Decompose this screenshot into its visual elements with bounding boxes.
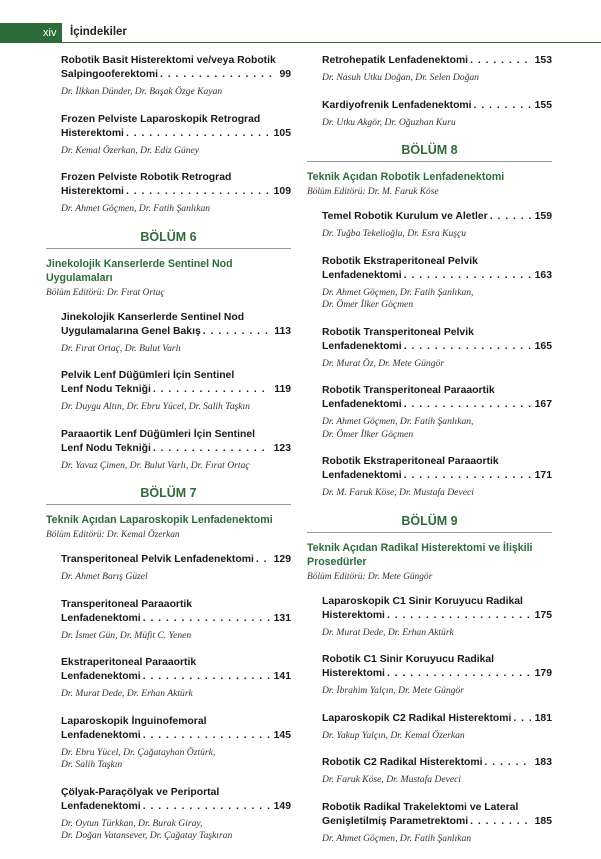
toc-entry[interactable] (61, 54, 291, 99)
page-number: 109 (273, 186, 291, 197)
page-number: 167 (534, 399, 552, 410)
page-number: 155 (534, 99, 552, 111)
entry-title-last-line (61, 325, 291, 339)
entries-top (46, 54, 291, 216)
author-line: Dr. Oytun Türkkan, Dr. Burak Giray, (61, 817, 203, 829)
right-column (307, 54, 552, 859)
section-heading: BÖLÜM 8 (307, 143, 552, 162)
page-number: 105 (273, 127, 291, 139)
page-number: 175 (534, 609, 552, 621)
entry-title (322, 801, 552, 829)
toc-entry[interactable] (322, 712, 552, 743)
entry-title-line: Frozen Pelviste Robotik Retrograd (61, 172, 232, 183)
page-number: 113 (274, 325, 291, 337)
entry-title-text: Salpingooferektomi (61, 69, 158, 80)
entry-authors (322, 117, 552, 130)
entry-title-text: Lenfadenektomi (61, 671, 141, 682)
entry-title (61, 171, 291, 199)
entry-title-last-line (322, 340, 552, 354)
dot-leader (474, 99, 531, 113)
page-number: 185 (534, 815, 552, 827)
entry-authors (61, 688, 291, 701)
entry-title-line: Pelvik Lenf Düğümleri İçin Sentinel (61, 370, 235, 381)
author-line: Dr. İbrahim Yalçın, Dr. Mete Güngör (322, 685, 464, 696)
page-number: 183 (534, 757, 552, 768)
dot-leader (513, 712, 530, 726)
toc-entry[interactable] (322, 653, 552, 698)
section-editor: Bölüm Editörü: Dr. Mete Güngör (307, 571, 433, 582)
entry-title (61, 428, 291, 456)
entry-title-last-line (322, 99, 552, 113)
section-entries (307, 210, 552, 500)
entry-title-last-line (61, 127, 291, 141)
entry-title-text: Kardiyofrenik Lenfadenektomi (322, 99, 472, 111)
entry-title (61, 311, 291, 339)
page-number: 159 (534, 211, 552, 222)
page-number: 171 (534, 470, 552, 481)
section-8 (307, 143, 552, 500)
section-heading: BÖLÜM 6 (46, 230, 291, 249)
entry-authors (61, 203, 291, 216)
author-line: Dr. Ahmet Barış Güzel (61, 571, 148, 582)
entry-authors (322, 416, 552, 441)
author-line: Dr. Nasuh Utku Doğan, Dr. Selen Doğan (322, 72, 479, 83)
entry-authors (61, 145, 291, 158)
dot-leader (126, 185, 270, 199)
entry-title-text: Lenfadenektomi (61, 612, 141, 624)
section-heading: BÖLÜM 9 (307, 514, 552, 533)
author-line: Dr. Faruk Köse, Dr. Mustafa Deveci (322, 774, 462, 785)
entry-title-last-line (61, 612, 291, 626)
dot-leader (387, 609, 531, 623)
toc-entry[interactable] (61, 656, 291, 701)
entry-title-text: Uygulamalarına Genel Bakış (61, 325, 201, 337)
entry-title-last-line (61, 383, 291, 397)
entry-title-line: Paraaortik Lenf Düğümleri İçin Sentinel (61, 428, 256, 440)
entry-title-text: Transperitoneal Pelvik Lenfadenektomi (61, 554, 254, 565)
dot-leader (153, 383, 270, 397)
section-title: Teknik Açıdan Laparoskopik Lenfadenektomi (46, 514, 273, 526)
entry-title-last-line (61, 670, 291, 684)
left-column (46, 54, 291, 857)
entry-title (322, 255, 552, 283)
entry-authors (61, 460, 291, 473)
toc-entry[interactable] (61, 369, 291, 414)
toc-entry[interactable] (322, 384, 552, 441)
author-line: Dr. Ahmet Göçmen, Dr. Fatih Şanlıkan, (322, 416, 474, 427)
toc-entry[interactable] (61, 428, 291, 473)
author-line: Dr. Ahmet Göçmen, Dr. Fatih Şanlıkan (61, 203, 211, 214)
page-number: 141 (273, 671, 291, 682)
toc-entry[interactable] (322, 595, 552, 640)
entry-title-text: Lenf Nodu Tekniği (61, 442, 151, 454)
entry-title-text: Genişletilmiş Parametrektomi (322, 815, 469, 827)
entry-title-line: Transperitoneal Paraaortik (61, 598, 193, 610)
entry-title-text: Histerektomi (322, 609, 385, 621)
entry-title-text: Laparoskopik C2 Radikal Histerektomi (322, 712, 512, 724)
section-editor: Bölüm Editörü: Dr. M. Faruk Köse (307, 187, 439, 197)
entry-title-last-line (61, 553, 291, 567)
entry-title-text: Histerektomi (61, 127, 124, 139)
entry-title (61, 113, 291, 141)
entry-title-text: Lenfadenektomi (322, 399, 402, 410)
entry-title-last-line (322, 667, 552, 681)
section-9 (307, 514, 552, 846)
author-line: Dr. Murat Öz, Dr. Mete Güngör (322, 357, 445, 369)
dot-leader (203, 325, 270, 339)
toc-entry[interactable] (322, 801, 552, 846)
page-number: 99 (279, 69, 291, 80)
dot-leader (404, 269, 531, 283)
entry-authors (322, 833, 552, 846)
section-editor: Bölüm Editörü: Dr. Kemal Özerkan (46, 530, 180, 540)
entry-title-line: Laparoskopik C1 Sinir Koruyucu Radikal (322, 595, 523, 607)
section-entries (46, 553, 291, 843)
dot-leader (470, 815, 531, 829)
author-line: Dr. İsmet Gün, Dr. Müfit C. Yenen (61, 629, 192, 641)
section-6 (46, 230, 291, 473)
toc-entry[interactable] (61, 786, 291, 843)
entry-title-last-line (322, 609, 552, 623)
section-7 (46, 486, 291, 843)
section-heading: BÖLÜM 7 (46, 486, 291, 505)
author-line: Dr. Ömer İlker Göçmen (322, 428, 414, 440)
entry-title-last-line (322, 210, 552, 224)
entry-title-last-line (322, 815, 552, 829)
toc-entry[interactable] (61, 113, 291, 158)
author-line: Dr. Ebru Yücel, Dr. Çağatayhan Öztürk, (61, 746, 216, 758)
entry-title (322, 712, 552, 726)
entry-title (322, 653, 552, 681)
dot-leader (160, 68, 275, 82)
entry-authors (322, 287, 552, 312)
entry-authors (322, 487, 552, 500)
author-line: Dr. Ömer İlker Göçmen (322, 299, 414, 310)
dot-leader (387, 667, 531, 681)
section-editor: Bölüm Editörü: Dr. Fırat Ortaç (46, 287, 165, 298)
entry-title (61, 786, 291, 814)
author-line: Dr. Ahmet Göçmen, Dr. Fatih Şanlıkan (322, 832, 472, 844)
entry-title-text: Histerektomi (322, 668, 385, 679)
dot-leader (404, 340, 531, 354)
dot-leader (153, 442, 270, 456)
author-line: Dr. İlkkan Dünder, Dr. Başak Özge Kayan (61, 86, 223, 97)
toc-entry[interactable] (61, 553, 291, 584)
section-title: Jinekolojik Kanserlerde Sentinel Nod Uygulamaları (46, 257, 233, 284)
entries-top (307, 54, 552, 129)
entry-title-text: Temel Robotik Kurulum ve Aletler (322, 211, 488, 222)
entry-title-line: Robotik Ekstraperitoneal Paraaortik (322, 456, 499, 467)
entry-title (322, 455, 552, 483)
author-line: Dr. Kemal Özerkan, Dr. Ediz Güney (61, 144, 200, 156)
toc-entry[interactable] (61, 715, 291, 772)
page-number: 163 (534, 269, 552, 281)
entry-title-last-line (61, 729, 291, 743)
entry-title (61, 54, 291, 82)
page-number: xiv (43, 27, 57, 39)
toc-entry[interactable] (322, 455, 552, 500)
page-number: 145 (273, 729, 291, 741)
entry-title-text: Robotik C2 Radikal Histerektomi (322, 757, 483, 768)
author-line: Dr. Murat Dede, Dr. Erhan Aktürk (322, 626, 454, 638)
entry-title-text: Lenfadenektomi (61, 800, 141, 812)
entry-authors (322, 358, 552, 371)
author-line: Dr. Doğan Vatansever, Dr. Çağatay Taşkıran (61, 830, 233, 841)
entry-authors (61, 818, 291, 843)
page-number: 131 (273, 612, 291, 624)
entry-title (322, 210, 552, 224)
page-number-tab (0, 23, 62, 43)
section-title: Teknik Açıdan Radikal Histerektomi ve İlişkili Prosedürler (307, 541, 533, 568)
entry-title-text: Lenfadenektomi (61, 729, 141, 741)
toc-entry[interactable] (61, 311, 291, 356)
entry-title-text: Retrohepatik Lenfadenektomi (322, 55, 469, 66)
dot-leader (470, 54, 531, 68)
page-number: 165 (534, 340, 552, 352)
page-number: 181 (534, 712, 552, 724)
entry-authors (61, 401, 291, 414)
entry-title (61, 598, 291, 626)
entry-title-last-line (322, 712, 552, 726)
page-number: 119 (274, 384, 291, 395)
entry-title-text: Lenf Nodu Tekniği (61, 384, 151, 395)
author-line: Dr. Fırat Ortaç, Dr. Bulut Varlı (61, 342, 181, 354)
entry-title-line: Jinekolojik Kanserlerde Sentinel Nod (61, 311, 245, 323)
dot-leader (490, 210, 531, 224)
entry-authors (322, 730, 552, 743)
entry-title-last-line (61, 185, 291, 199)
entry-authors (61, 630, 291, 643)
entry-title-text: Lenfadenektomi (322, 470, 402, 481)
section-entries (307, 595, 552, 846)
entry-title-last-line (322, 398, 552, 412)
dot-leader (256, 553, 270, 567)
entry-title-line: Robotik Radikal Trakelektomi ve Lateral (322, 801, 519, 813)
entry-title-text: Histerektomi (61, 186, 124, 197)
entry-title (322, 99, 552, 113)
page-number: 179 (534, 668, 552, 679)
entry-title-line: Ekstraperitoneal Paraaortik (61, 657, 197, 668)
entry-title-line: Frozen Pelviste Laparoskopik Retrograd (61, 113, 261, 125)
entry-title (322, 326, 552, 354)
entry-title-last-line (61, 68, 291, 82)
toc-entry[interactable] (322, 54, 552, 85)
entry-authors (61, 747, 291, 772)
author-line: Dr. Ahmet Göçmen, Dr. Fatih Şanlıkan, (322, 286, 474, 298)
entry-title-line: Robotik Transperitoneal Paraaortik (322, 385, 495, 396)
entry-authors (322, 774, 552, 787)
entry-title-line: Laparoskopik İnguinofemoral (61, 715, 207, 727)
dot-leader (485, 756, 531, 770)
entry-authors (61, 343, 291, 356)
entry-title (61, 656, 291, 684)
entry-authors (322, 228, 552, 241)
dot-leader (143, 612, 270, 626)
entry-title-text: Lenfadenektomi (322, 340, 402, 352)
author-line: Dr. M. Faruk Köse, Dr. Mustafa Deveci (322, 487, 474, 498)
page-number: 153 (534, 55, 552, 66)
entry-title-last-line (322, 269, 552, 283)
page-number: 123 (273, 442, 291, 454)
toc-entry[interactable] (322, 756, 552, 787)
toc-entry[interactable] (322, 255, 552, 312)
entry-authors (322, 685, 552, 698)
dot-leader (143, 670, 270, 684)
entry-title-line: Robotik Ekstraperitoneal Pelvik (322, 255, 478, 267)
dot-leader (143, 800, 270, 814)
page-number: 149 (273, 800, 291, 812)
entry-authors (61, 86, 291, 99)
author-line: Dr. Salih Taşkın (61, 759, 123, 770)
page-title: İçindekiler (70, 26, 127, 38)
toc-entry[interactable] (322, 326, 552, 371)
entry-title (322, 384, 552, 412)
entry-title-line: Robotik Transperitoneal Pelvik (322, 326, 474, 338)
dot-leader (404, 469, 531, 483)
entry-title (322, 756, 552, 770)
author-line: Dr. Duygu Altın, Dr. Ebru Yücel, Dr. Salih Taşkın (61, 401, 250, 412)
dot-leader (126, 127, 270, 141)
section-entries (46, 311, 291, 473)
entry-title-line: Çölyak-Paraçölyak ve Periportal (61, 786, 220, 798)
author-line: Dr. Utku Akgör, Dr. Oğuzhan Kuru (322, 116, 456, 128)
toc-entry[interactable] (322, 99, 552, 130)
entry-title (61, 715, 291, 743)
entry-title (61, 553, 291, 567)
author-line: Dr. Yakup Yalçın, Dr. Kemal Özerkan (322, 729, 465, 741)
entry-title-text: Lenfadenektomi (322, 269, 402, 281)
entry-title-last-line (61, 442, 291, 456)
entry-title-last-line (322, 54, 552, 68)
toc-entry[interactable] (61, 598, 291, 643)
entry-authors (61, 571, 291, 584)
author-line: Dr. Yavuz Çimen, Dr. Bulut Varlı, Dr. Fırat Ortaç (61, 459, 250, 471)
author-line: Dr. Tuğba Tekelioğlu, Dr. Esra Kuşçu (322, 228, 467, 239)
entry-title-line: Robotik C1 Sinir Koruyucu Radikal (322, 654, 495, 665)
entry-authors (322, 627, 552, 640)
entry-title (61, 369, 291, 397)
toc-entry[interactable] (322, 210, 552, 241)
header-divider (62, 42, 601, 43)
page-number: 129 (273, 554, 291, 565)
section-title: Teknik Açıdan Robotik Lenfadenektomi (307, 171, 505, 183)
entry-title-last-line (61, 800, 291, 814)
entry-authors (322, 72, 552, 85)
author-line: Dr. Murat Dede, Dr. Erhan Aktürk (61, 688, 193, 699)
toc-entry[interactable] (61, 171, 291, 216)
entry-title (322, 54, 552, 68)
entry-title-line: Robotik Basit Histerektomi ve/veya Robotik (61, 55, 276, 66)
dot-leader (404, 398, 531, 412)
dot-leader (143, 729, 270, 743)
entry-title (322, 595, 552, 623)
entry-title-last-line (322, 469, 552, 483)
entry-title-last-line (322, 756, 552, 770)
